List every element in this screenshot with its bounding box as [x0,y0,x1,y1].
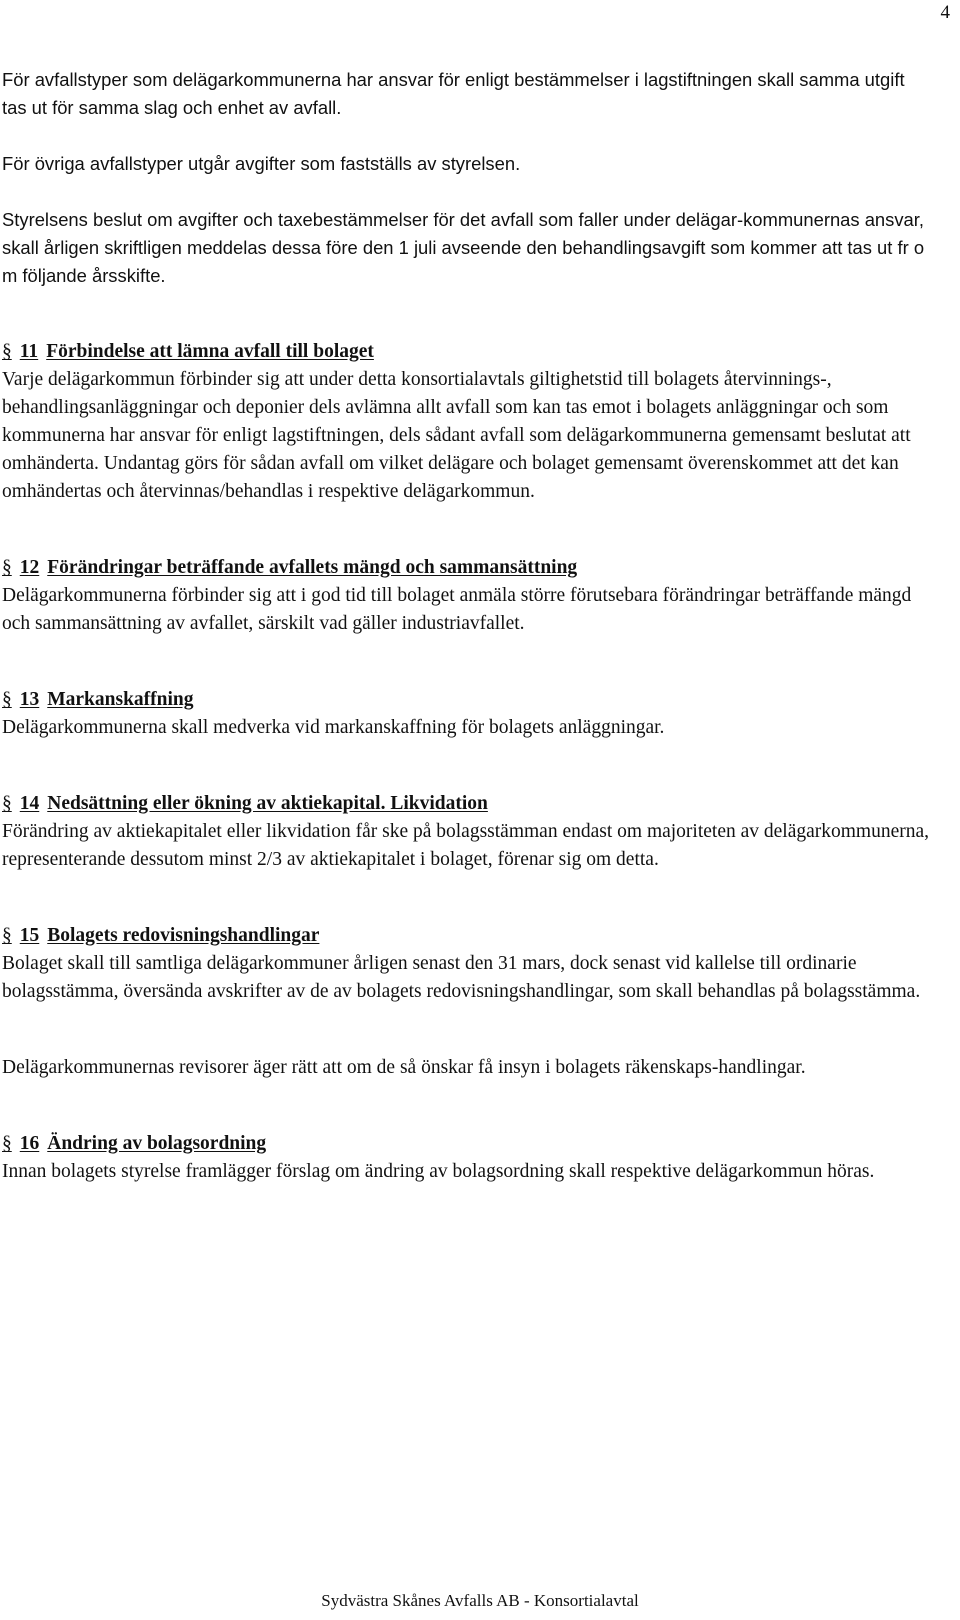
document-body [2,66,932,1186]
section-title: Förbindelse att lämna avfall till bolaget [46,341,374,362]
section-heading [2,922,932,950]
section-title: Bolagets redovisningshandlingar [47,925,320,946]
section-title: Ändring av bolagsordning [47,1133,267,1154]
section-paragraph: Bolaget skall till samtliga delägarkommuner årligen senast den 31 mars, dock senast vid kallelse till ordinarie bolagsstämma, översända avskrifter av de av bolagets redovisningshandlingar, som skall behandlas på bolagsstämma. [2,953,921,1002]
section-paragraph: Varje delägarkommun förbinder sig att under detta konsortialavtals giltighetstid till bolagets återvinnings-, behandlingsanläggningar och deponier dels avlämna allt avfall som kan tas emot i bolagets anläggningar och som kommunerna har ansvar för enligt lagstiftningen, dels sådant avfall som delägarkommunerna gemensamt beslutat att omhänderta. Undantag görs för sådan avfall om vilket delägare och bolaget gemensamt överenskommet att det kan omhändertas och återvinnas/behandlas i respektive delägarkommun. [2,369,911,502]
section-title: Nedsättning eller ökning av aktiekapital. Likvidation [47,793,488,814]
section-heading [2,1130,932,1158]
page-number: 4 [940,2,950,23]
section-paragraph: Delägarkommunernas revisorer äger rätt att om de så önskar få insyn i bolagets räkenskaps-handlingar. [2,1057,806,1078]
section-sign: § [2,557,12,578]
section-title: Förändringar beträffande avfallets mängd och sammansättning [47,557,578,578]
intro-paragraph-1: För avfallstyper som delägarkommunerna har ansvar för enligt bestämmelser i lagstiftningen skall samma utgift tas ut för samma slag och enhet av avfall. [2,69,905,118]
section-sign: § [2,925,12,946]
section-number: 12 [19,557,40,578]
section-13 [2,686,932,742]
section-16 [2,1130,932,1186]
intro-paragraph-3: Styrelsens beslut om avgifter och taxebestämmelser för det avfall som faller under delägar-kommunernas ansvar, skall årligen skriftligen meddelas dessa före den 1 juli avseende den behandlingsavgift som kommer att tas ut fr o m följande årsskifte. [2,209,925,286]
section-heading [2,790,932,818]
section-paragraph: Innan bolagets styrelse framlägger förslag om ändring av bolagsordning skall respektive delägarkommun höras. [2,1161,875,1182]
section-heading [2,686,932,714]
section-number: 11 [19,341,39,362]
section-number: 15 [19,925,40,946]
page-footer: Sydvästra Skånes Avfalls AB - Konsortialavtal [321,1591,639,1610]
section-14 [2,790,932,874]
section-paragraph: Förändring av aktiekapitalet eller likvidation får ske på bolagsstämman endast om majoriteten av delägarkommunerna, representerande dessutom minst 2/3 av aktiekapitalet i bolaget, förenar sig om detta. [2,821,930,870]
section-sign: § [2,793,12,814]
section-title: Markanskaffning [47,689,194,710]
section-heading [2,554,932,582]
intro-paragraph-2: För övriga avfallstyper utgår avgifter som fastställs av styrelsen. [2,153,521,174]
section-12 [2,554,932,638]
section-sign: § [2,1133,12,1154]
section-number: 16 [19,1133,40,1154]
section-11 [2,338,932,506]
section-number: 13 [19,689,40,710]
section-15 [2,922,932,1082]
section-sign: § [2,689,12,710]
section-heading [2,338,932,366]
section-paragraph: Delägarkommunerna förbinder sig att i god tid till bolaget anmäla större förutsebara förändringar beträffande mängd och sammansättning av avfallet, särskilt vad gäller industriavfallet. [2,585,912,634]
section-number: 14 [19,793,40,814]
section-paragraph: Delägarkommunerna skall medverka vid markanskaffning för bolagets anläggningar. [2,717,665,738]
section-sign: § [2,341,12,362]
